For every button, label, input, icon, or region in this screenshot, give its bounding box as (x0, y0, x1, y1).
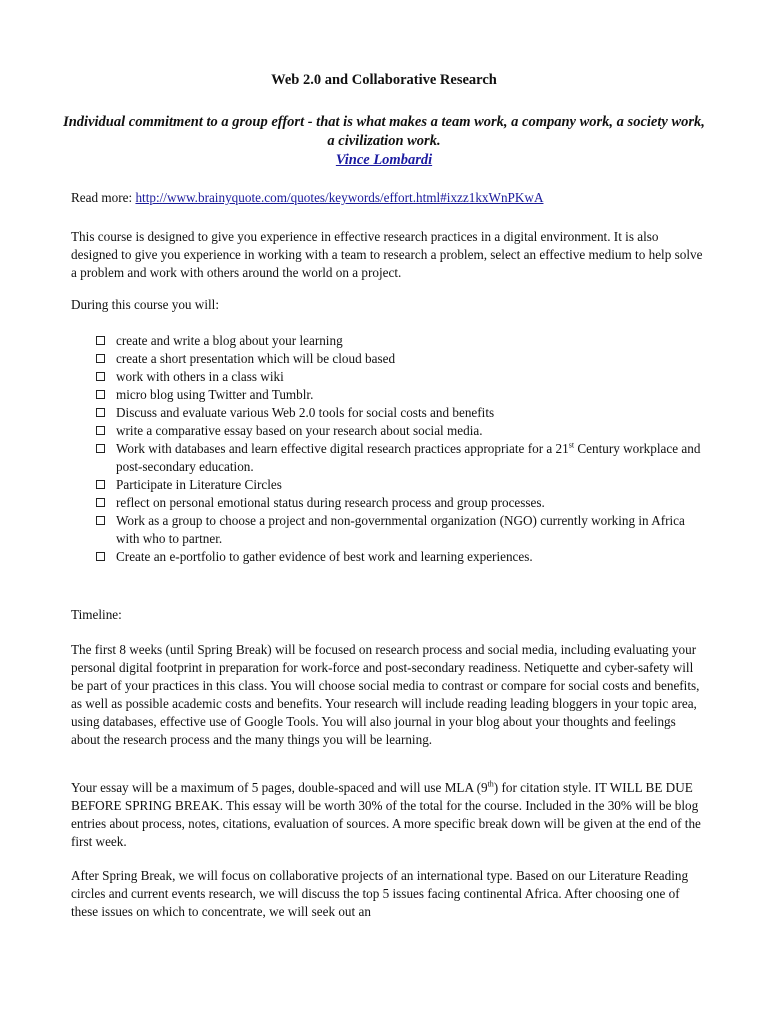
quote-text: Individual commitment to a group effort - that is what makes a team work, a company work, a society work, a civilization work. (63, 114, 705, 149)
list-item-text: work with others in a class wiki (116, 369, 284, 384)
essay-text: ) for citation style. IT WILL BE DUE BEFORE SPRING BREAK. This essay will be worth 30% of the total for the course. Included in the 30% will be blog entries about process, notes, citations, evaluation of sources. A more specific break down will be given at the end of the first week. (71, 780, 701, 849)
list-item (96, 332, 706, 350)
checkbox-icon (96, 408, 105, 417)
list-item (96, 404, 706, 422)
timeline-heading: Timeline: (71, 607, 122, 622)
intro-paragraph: This course is designed to give you experience in effective research practices in a digital environment. It is also designed to give you experience in working with a team to research a problem, select an effective medium to help solve a problem and work with others around the world on a project. (71, 229, 703, 280)
checkbox-icon (96, 516, 105, 525)
list-item (96, 350, 706, 368)
list-item-text: micro blog using Twitter and Tumblr. (116, 387, 314, 402)
checkbox-icon (96, 354, 105, 363)
list-item-text: Work with databases and learn effective digital research practices appropriate for a 21 (116, 441, 569, 456)
list-item (96, 422, 706, 440)
checkbox-icon (96, 444, 105, 453)
list-item (96, 386, 706, 404)
list-item-text: create a short presentation which will be cloud based (116, 351, 396, 366)
list-item (96, 512, 706, 548)
checkbox-icon (96, 372, 105, 381)
list-item-text: Work as a group to choose a project and non-governmental organization (NGO) currently working in Africa with who to partner. (116, 513, 685, 546)
checkbox-icon (96, 498, 105, 507)
list-item-text: create and write a blog about your learning (116, 333, 343, 348)
list-item-text: write a comparative essay based on your research about social media. (116, 423, 483, 438)
list-item (96, 476, 706, 494)
list-item-text: Discuss and evaluate various Web 2.0 tools for social costs and benefits (116, 405, 495, 420)
checkbox-icon (96, 552, 105, 561)
course-checklist (96, 332, 706, 566)
checkbox-icon (96, 336, 105, 345)
essay-paragraph (71, 779, 707, 851)
quote-author-link[interactable]: Vince Lombardi (335, 152, 433, 168)
list-item-text: Century workplace and post-secondary education. (116, 441, 701, 474)
essay-text: Your essay will be a maximum of 5 pages, double-spaced and will use MLA (9 (71, 780, 488, 795)
epigraph-quote (60, 113, 708, 170)
timeline-paragraph: The first 8 weeks (until Spring Break) will be focused on research process and social media, including evaluating your personal digital footprint in preparation for work-force and post-secondary readiness. Netiquette and cyber-safety will be part of your practices in this class. You will choose social media to contrast or compare for social costs and benefits, as well as possible academic costs and benefits. Your research will include reading leading bloggers in your topic area, using databases, effective use of Google Tools. You will also journal in your blog about your thoughts and feelings about the research process and the many things you will be learning. (71, 642, 700, 747)
list-item-text: Create an e-portfolio to gather evidence of best work and learning experiences. (116, 549, 533, 564)
superscript: st (568, 440, 575, 450)
list-item-text: Participate in Literature Circles (116, 477, 282, 492)
during-label: During this course you will: (71, 297, 219, 312)
after-break-paragraph: After Spring Break, we will focus on collaborative projects of an international type. Based on our Literature Reading circles and current events research, we will discuss the top 5 issues facing continental Africa. After choosing one of these issues on which to concentrate, we will seek out an (71, 868, 689, 919)
list-item (96, 548, 706, 566)
list-item (96, 368, 706, 386)
read-more-link[interactable]: http://www.brainyquote.com/quotes/keywords/effort.html#ixzz1kxWnPKwA (135, 190, 544, 205)
list-item (96, 494, 706, 512)
list-item (96, 440, 706, 476)
read-more-line (71, 189, 707, 207)
checkbox-icon (96, 390, 105, 399)
read-more-label: Read more: (71, 190, 136, 205)
checkbox-icon (96, 426, 105, 435)
document-title: Web 2.0 and Collaborative Research (271, 72, 497, 88)
checkbox-icon (96, 480, 105, 489)
list-item-text: reflect on personal emotional status during research process and group processes. (116, 495, 545, 510)
superscript: th (487, 779, 494, 789)
